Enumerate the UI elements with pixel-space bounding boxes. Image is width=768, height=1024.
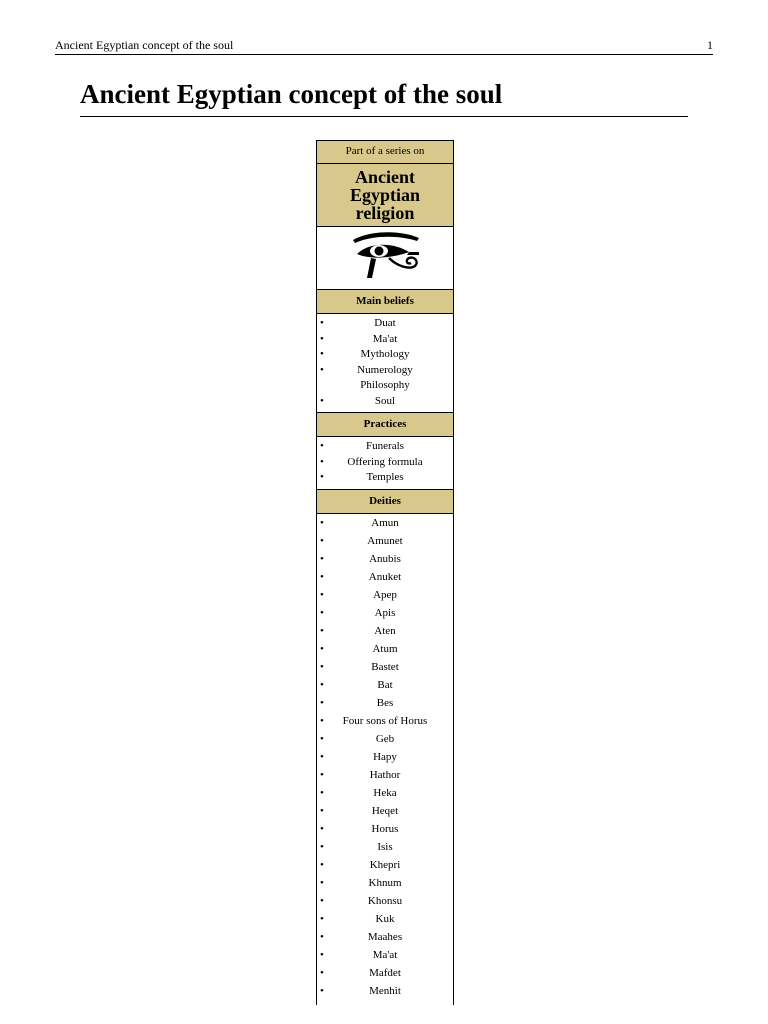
list-item[interactable] [317,363,453,379]
list-item[interactable] [317,347,453,363]
list-item[interactable] [317,455,453,471]
list-item[interactable] [317,470,453,486]
list-item[interactable] [317,316,453,332]
list-item[interactable] [317,964,453,982]
list-item-label[interactable]: Geb [375,732,395,745]
list-item-label[interactable]: Mafdet [369,966,401,979]
infobox-series-label: Part of a series on [317,141,453,164]
bullet-icon: • [320,678,324,691]
list-item-label[interactable]: Bastet [371,660,399,673]
bullet-icon: • [320,606,324,619]
bullet-icon: • [320,948,324,961]
bullet-icon: • [320,894,324,907]
bullet-icon: • [320,804,324,817]
list-item-label[interactable]: Aten [374,624,396,637]
list-item-label[interactable]: Amun [371,516,399,529]
list-item[interactable] [317,514,453,532]
bullet-icon: • [320,750,324,763]
list-item-label[interactable]: Heqet [371,804,399,817]
list-item[interactable] [317,712,453,730]
list-item-label[interactable]: Ma'at [372,332,398,345]
page-number: 1 [707,38,713,52]
list-item[interactable] [317,892,453,910]
page-title: Ancient Egyptian concept of the soul [80,76,688,117]
infobox-section-main-beliefs: Main beliefs [317,290,453,314]
list-item[interactable] [317,676,453,694]
list-item-label[interactable]: Bes [376,696,394,709]
bullet-icon: • [320,732,324,745]
list-item[interactable] [317,622,453,640]
running-header [55,38,713,55]
bullet-icon: • [320,455,324,468]
list-item-label[interactable]: Four sons of Horus [342,714,428,727]
list-item-label[interactable]: Khonsu [367,894,403,907]
list-item-label[interactable]: Offering formula [347,455,423,468]
list-item[interactable] [317,820,453,838]
eye-of-horus-icon [349,232,421,284]
bullet-icon: • [320,317,324,329]
bullet-icon: • [320,570,324,583]
list-item-label[interactable]: Hapy [373,750,397,763]
bullet-icon: • [320,858,324,871]
list-item-label[interactable]: Kuk [375,912,395,925]
bullet-icon: • [320,516,324,529]
list-item-label[interactable]: Atum [372,642,398,655]
bullet-icon: • [320,534,324,547]
list-item-label[interactable]: Horus [371,822,399,835]
list-item-label[interactable]: Temples [366,471,404,483]
list-item-label[interactable]: Apis [374,606,396,619]
list-item-label[interactable]: Khnum [368,876,402,889]
list-item-label[interactable]: Khepri [369,858,401,871]
list-item[interactable] [317,586,453,604]
infobox [316,140,454,1005]
list-item[interactable] [317,838,453,856]
list-item-label[interactable]: Anuket [368,570,402,583]
list-item[interactable] [317,766,453,784]
bullet-icon: • [320,363,324,376]
list-item-label[interactable]: Duat [374,317,396,329]
infobox-heading [317,164,453,227]
list-item[interactable] [317,982,453,1000]
list-item-label[interactable]: Ma'at [372,948,398,961]
list-item-label[interactable]: Soul [374,394,396,407]
bullet-icon: • [320,966,324,979]
list-item[interactable] [317,550,453,568]
bullet-icon: • [320,714,324,727]
list-item-label[interactable]: Menhit [369,984,401,997]
list-item[interactable] [317,332,453,348]
bullet-icon: • [320,876,324,889]
list-item[interactable] [317,910,453,928]
bullet-icon: • [320,930,324,943]
list-item[interactable] [317,658,453,676]
bullet-icon: • [320,696,324,709]
infobox-heading-line: religion [355,203,415,223]
list-item[interactable] [317,730,453,748]
bullet-icon: • [320,642,324,655]
list-item[interactable] [317,928,453,946]
bullet-icon: • [320,768,324,781]
infobox-emblem [317,227,453,290]
infobox-section-practices: Practices [317,413,453,437]
list-item-label[interactable]: Numerology [357,363,413,376]
bullet-icon: • [320,588,324,601]
bullet-icon: • [320,786,324,799]
infobox-section-deities: Deities [317,490,453,514]
bullet-icon: • [320,660,324,673]
list-item[interactable] [317,378,453,394]
list-item[interactable] [317,604,453,622]
list-item[interactable] [317,802,453,820]
list-item[interactable] [317,439,453,455]
list-item-label[interactable]: Mythology [360,348,410,360]
list-item-label[interactable]: Funerals [366,440,404,452]
list-item[interactable] [317,640,453,658]
running-header-title: Ancient Egyptian concept of the soul [55,38,234,52]
list-item[interactable] [317,784,453,802]
infobox-heading-line: Egyptian [349,185,421,205]
list-item-label[interactable]: Hathor [369,768,401,781]
list-item-label[interactable]: Maahes [367,930,403,943]
list-item[interactable] [317,694,453,712]
bullet-icon: • [320,984,324,997]
list-item[interactable] [317,532,453,550]
list-item-label[interactable]: Bat [377,678,393,691]
infobox-heading-line: Ancient [355,167,415,187]
deities-list [317,514,453,1003]
bullet-icon: • [320,840,324,853]
bullet-icon: • [320,394,324,407]
bullet-icon: • [320,332,324,345]
bullet-icon: • [320,552,324,565]
bullet-icon: • [320,471,324,483]
bullet-icon: • [320,348,324,360]
list-item[interactable] [317,568,453,586]
list-item-label[interactable]: Amunet [367,534,403,547]
list-item-label[interactable]: Anubis [369,552,401,565]
list-item[interactable] [317,856,453,874]
main-beliefs-list [317,314,453,413]
bullet-icon: • [320,912,324,925]
list-item[interactable] [317,874,453,892]
list-item-label[interactable]: Isis [377,840,393,853]
list-item-label[interactable]: Heka [373,786,397,799]
list-item-label[interactable]: Apep [373,588,397,601]
list-item[interactable] [317,394,453,410]
bullet-icon: • [320,440,324,452]
bullet-icon: • [320,822,324,835]
list-item[interactable] [317,748,453,766]
list-item-label[interactable]: Philosophy [360,379,410,391]
practices-list [317,437,453,490]
list-item[interactable] [317,946,453,964]
bullet-icon: • [320,624,324,637]
